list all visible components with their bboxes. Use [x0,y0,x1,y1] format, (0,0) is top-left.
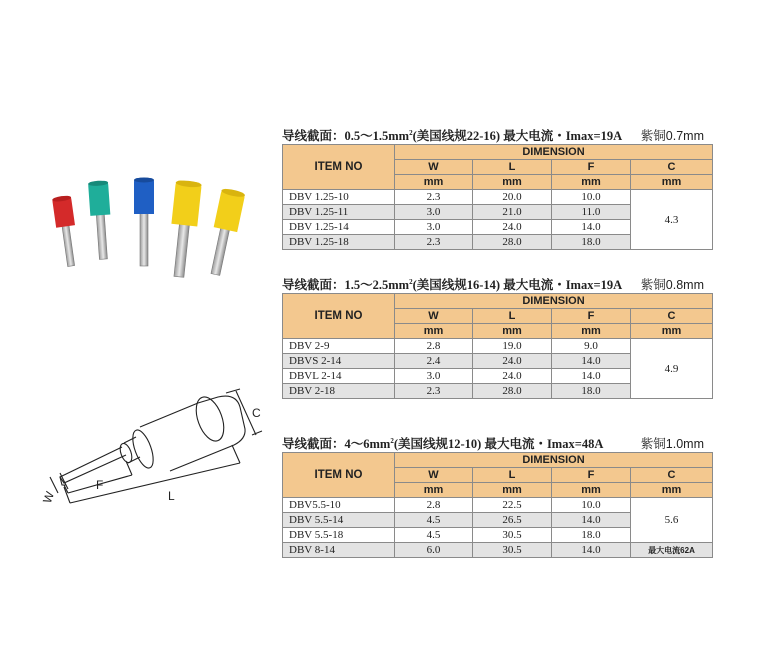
col-l-header: L [473,160,552,175]
f-value: 11.0 [552,205,631,220]
w-value: 2.8 [395,339,473,354]
item-name: DBV 1.25-14 [283,220,395,235]
dimension-header: DIMENSION [395,453,713,468]
w-value: 2.3 [395,190,473,205]
material-label: 紫铜0.7mm [640,129,704,143]
section-title: 导线截面：$4\sim 6mm^2$(美国线规12-10) 最大电流・Imax=48A [282,436,604,451]
c-value: 4.3 [631,190,713,250]
f-value: 14.0 [552,354,631,369]
l-value: 30.5 [473,528,552,543]
dimension-header: DIMENSION [395,145,713,160]
table-row [283,543,713,558]
item-name: DBVS 2-14 [283,354,395,369]
w-value: 4.5 [395,528,473,543]
l-value: 28.0 [473,384,552,399]
col-f-header: F [552,468,631,483]
dimension-diagram [40,385,275,570]
dimension-w-label: W [40,489,58,506]
c-value: 5.6 [631,498,713,543]
w-value: 4.5 [395,513,473,528]
spec-table [282,452,713,558]
item-name: DBV 2-9 [283,339,395,354]
w-value: 6.0 [395,543,473,558]
w-value: 2.3 [395,235,473,250]
col-l-header: L [473,309,552,324]
w-value: 2.4 [395,354,473,369]
spec-section-3 [282,432,712,558]
f-value: 14.0 [552,513,631,528]
dimension-f-label: F [96,478,104,492]
unit-cell: mm [631,483,713,498]
spec-section-1 [282,124,712,250]
unit-cell: mm [631,175,713,190]
f-value: 14.0 [552,369,631,384]
l-value: 21.0 [473,205,552,220]
unit-cell: mm [395,324,473,339]
dimension-l-label: L [168,489,175,503]
f-value: 18.0 [552,528,631,543]
l-value: 20.0 [473,190,552,205]
l-value: 22.5 [473,498,552,513]
unit-cell: mm [395,175,473,190]
spec-section-2 [282,273,712,399]
unit-cell: mm [552,324,631,339]
item-name: DBV 8-14 [283,543,395,558]
w-value: 2.8 [395,498,473,513]
table-row [283,190,713,205]
col-w-header: W [395,160,473,175]
unit-cell: mm [552,175,631,190]
col-c-header: C [631,160,713,175]
item-no-header: ITEM NO [283,145,395,190]
blue-terminal [134,178,154,267]
material-label: 紫铜1.0mm [640,437,704,451]
table-row [283,498,713,513]
yellow-terminal [166,180,202,278]
col-c-header: C [631,309,713,324]
f-value: 14.0 [552,220,631,235]
spec-table [282,293,713,399]
item-no-header: ITEM NO [283,294,395,339]
section-title: 导线截面：$0.5\sim 1.5mm^2$(美国线规22-16) 最大电流・Imax=19A [282,128,623,143]
w-value: 2.3 [395,384,473,399]
item-name: DBV 1.25-10 [283,190,395,205]
f-value: 9.0 [552,339,631,354]
item-name: DBV 1.25-18 [283,235,395,250]
item-name: DBV 2-18 [283,384,395,399]
unit-cell: mm [473,324,552,339]
yellow-terminal [204,188,245,278]
item-name: DBV5.5-10 [283,498,395,513]
f-value: 10.0 [552,498,631,513]
item-name: DBVL 2-14 [283,369,395,384]
l-value: 24.0 [473,369,552,384]
l-value: 26.5 [473,513,552,528]
item-no-header: ITEM NO [283,453,395,498]
spec-table [282,144,713,250]
item-name: DBV 1.25-11 [283,205,395,220]
f-value: 14.0 [552,543,631,558]
c-value: 4.9 [631,339,713,399]
material-label: 紫铜0.8mm [640,278,704,292]
col-f-header: F [552,309,631,324]
item-name: DBV 5.5-18 [283,528,395,543]
unit-cell: mm [552,483,631,498]
l-value: 24.0 [473,220,552,235]
table-row [283,339,713,354]
section-heading [282,432,712,452]
f-value: 10.0 [552,190,631,205]
col-f-header: F [552,160,631,175]
col-w-header: W [395,468,473,483]
col-c-header: C [631,468,713,483]
l-value: 19.0 [473,339,552,354]
red-terminal [52,195,81,267]
green-terminal [88,180,113,260]
unit-cell: mm [395,483,473,498]
w-value: 3.0 [395,369,473,384]
section-heading [282,273,712,293]
l-value: 28.0 [473,235,552,250]
dimension-c-label: C [252,406,261,420]
dimension-header: DIMENSION [395,294,713,309]
section-title: 导线截面：$1.5\sim 2.5mm^2$(美国线规16-14) 最大电流・Imax=19A [282,277,623,292]
f-value: 18.0 [552,235,631,250]
unit-cell: mm [473,483,552,498]
c-note: 最大电流62A [631,543,713,558]
item-name: DBV 5.5-14 [283,513,395,528]
w-value: 3.0 [395,205,473,220]
l-value: 30.5 [473,543,552,558]
section-heading [282,124,712,144]
col-l-header: L [473,468,552,483]
col-w-header: W [395,309,473,324]
unit-cell: mm [631,324,713,339]
terminals-photo [30,168,260,278]
l-value: 24.0 [473,354,552,369]
unit-cell: mm [473,175,552,190]
w-value: 3.0 [395,220,473,235]
f-value: 18.0 [552,384,631,399]
